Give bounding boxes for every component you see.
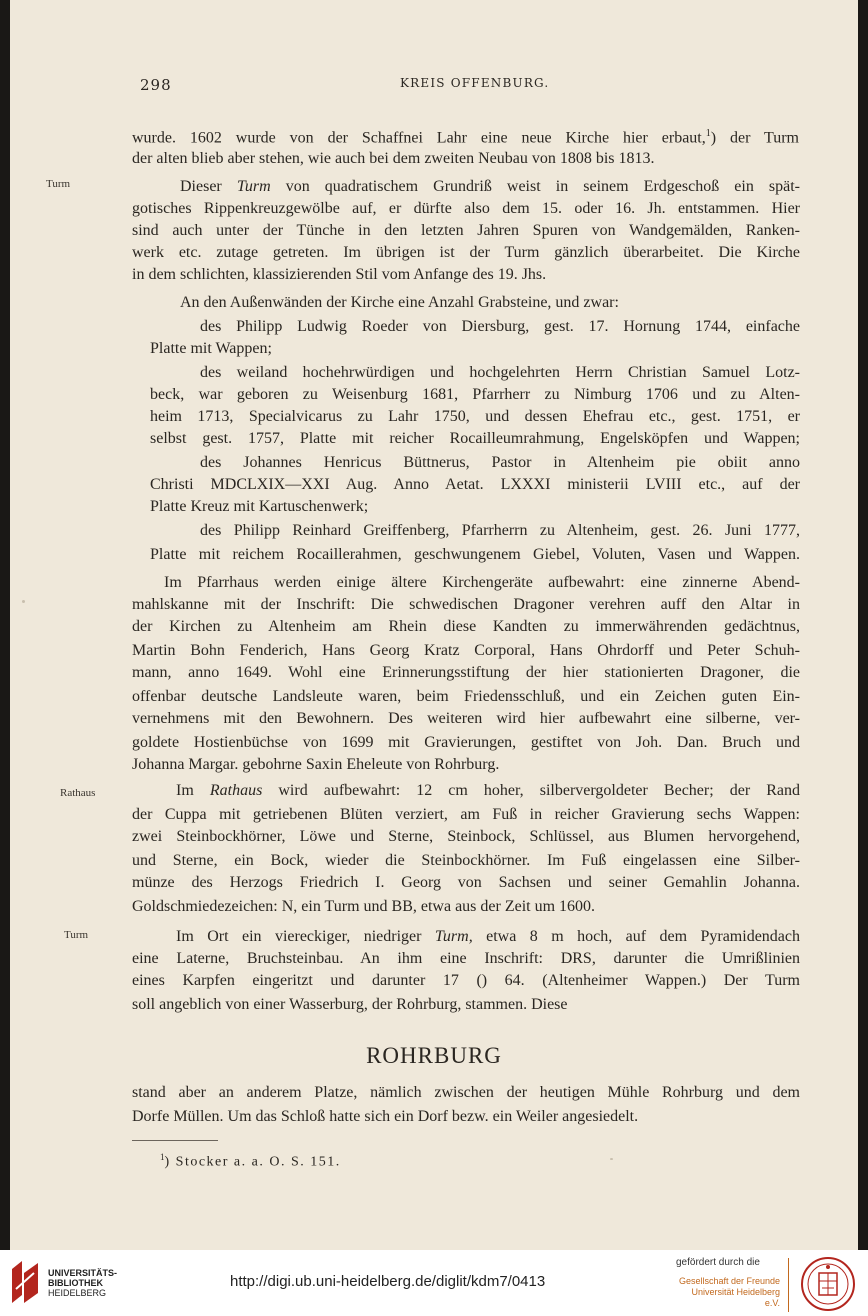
text-line: An den Außenwänden der Kirche eine Anzahl Grabsteine, und zwar:	[180, 294, 619, 311]
section-heading: ROHRBURG	[366, 1043, 502, 1068]
running-title: KREIS OFFENBURG.	[400, 76, 550, 90]
text-line: der Kirchen zu Altenheim am Rhein diese Kandten zu immerwährenden gedächtnus,	[132, 618, 800, 635]
text-segment: Im Ort ein viereckiger, niedriger	[176, 928, 435, 945]
university-library-logo-icon	[8, 1259, 42, 1305]
text-line	[176, 928, 800, 946]
sponsor-label: gefördert durch die	[676, 1257, 760, 1268]
text-line: heim 1713, Specialvicarus zu Lahr 1750, und dessen Ehefrau etc., gest. 1751, er	[150, 408, 800, 425]
text-line	[132, 128, 799, 147]
text-line: Platte Kreuz mit Kartuschenwerk;	[150, 498, 369, 515]
text-line: münze des Herzogs Friedrich I. Georg von Sachsen und seiner Gemahlin Johanna.	[132, 874, 800, 891]
text-segment: ) der Turm	[710, 129, 800, 147]
university-seal-icon	[800, 1256, 856, 1312]
page-number: 298	[140, 76, 172, 94]
text-line: und Sterne, ein Bock, wieder die Steinbockhörner. Im Fuß eingelassen eine Silber-	[132, 852, 800, 869]
text-line: zwei Steinbockhörner, Löwe und Sterne, Steinbock, Schlüssel, aus Blumen hervorgehend,	[132, 828, 800, 845]
sponsor-name-line-2: Universität Heidelberg e.V.	[691, 1287, 780, 1308]
text-line	[176, 782, 800, 800]
text-line: in dem schlichten, klassizierenden Stil vom Anfange des 19. Jhs.	[132, 266, 547, 283]
text-line: eines Karpfen eingeritzt und darunter 17 () 64. (Altenheimer Wappen.) Der Turm	[132, 972, 800, 989]
text-line: Dorfe Müllen. Um das Schloß hatte sich ein Dorf bezw. ein Weiler angesiedelt.	[132, 1108, 639, 1125]
text-line: des Philipp Ludwig Roeder von Diersburg, gest. 17. Hornung 1744, einfache	[200, 318, 800, 335]
text-segment: wurde. 1602 wurde von der Schaffnei Lahr eine neue Kirche hier erbaut,	[132, 129, 706, 147]
text-line: vernehmens mit den Bewohnern. Des weiteren wird hier aufbewahrt eine silberne, ver-	[132, 710, 800, 727]
text-segment: etwa 8 m hoch, auf dem Pyramidendach	[472, 928, 801, 945]
library-name-line-3: HEIDELBERG	[48, 1288, 107, 1298]
permalink-url[interactable]: http://digi.ub.uni-heidelberg.de/diglit/kdm7/0413	[230, 1273, 546, 1290]
footnote-marker: 1	[160, 1152, 165, 1162]
text-line: eine Laterne, Bruchsteinbau. An ihm eine Inschrift: DRS, darunter die Umrißlinien	[132, 950, 800, 967]
text-line: gotisches Rippenkreuzgewölbe auf, er dürfte also dem 15. oder 16. Jh. entstammen. Hier	[132, 200, 800, 217]
text-line: der alten blieb aber stehen, wie auch bei dem zweiten Neubau von 1808 bis 1813.	[132, 150, 655, 167]
text-segment: wird aufbewahrt: 12 cm hoher, silbervergoldeter Becher; der Rand	[262, 782, 800, 799]
text-line: sind auch unter der Tünche in den letzten Jahren Spuren von Wandgemälden, Ranken-	[132, 222, 800, 239]
text-segment: von quadratischem Grundriß weist in seinem Erdgeschoß ein spät-	[270, 178, 801, 195]
text-line: Platte mit Wappen;	[150, 340, 272, 357]
library-name-line-2: BIBLIOTHEK	[48, 1278, 103, 1288]
text-line: beck, war geboren zu Weisenburg 1681, Pfarrherr zu Nimburg 1706 und zu Alten-	[150, 386, 800, 403]
footnote-reference: 1	[705, 128, 711, 139]
text-line: mann, anno 1649. Wohl eine Erinnerungsstiftung der hier stationierten Dragoner, die	[132, 664, 800, 681]
footnote-text: ) Stocker a. a. O. S. 151.	[164, 1154, 341, 1170]
margin-note-rathaus: Rathaus	[60, 787, 96, 799]
footnote-rule	[132, 1140, 218, 1141]
text-line: offenbar deutsche Landsleute waren, beim Friedensschluß, und ein Zeichen guten Ein-	[132, 688, 800, 705]
text-segment: Dieser	[180, 178, 237, 195]
footnote	[160, 1152, 341, 1171]
text-line: Johanna Margar. gebohrne Saxin Eheleute von Rohrburg.	[132, 756, 500, 773]
margin-note-turm: Turm	[46, 178, 71, 190]
text-line: des Philipp Reinhard Greiffenberg, Pfarrherrn zu Altenheim, gest. 26. Juni 1777,	[200, 522, 800, 539]
italic-term: Rathaus	[209, 782, 263, 799]
text-line: mahlskanne mit der Inschrift: Die schwedischen Dragoner verehren auff den Altar in	[132, 596, 800, 613]
text-line: des weiland hochehrwürdigen und hochgelehrten Herrn Christian Samuel Lotz-	[200, 364, 800, 381]
text-line: stand aber an anderem Platze, nämlich zwischen der heutigen Mühle Rohrburg und dem	[132, 1084, 800, 1101]
text-line: Platte mit reichem Rocaillerahmen, geschwungenem Giebel, Voluten, Vasen und Wappen.	[150, 546, 800, 563]
library-name	[48, 1268, 117, 1298]
sponsor-name-line-1: Gesellschaft der Freunde	[678, 1276, 780, 1286]
italic-term: Turm,	[434, 928, 473, 945]
text-line: des Johannes Henricus Büttnerus, Pastor in Altenheim pie obiit anno	[200, 454, 800, 471]
text-line: Christi MDCLXIX—XXI Aug. Anno Aetat. LXXXI ministerii LVIII etc., auf der	[150, 476, 800, 493]
margin-note-turm-2: Turm	[64, 929, 89, 941]
italic-term: Turm	[236, 178, 271, 195]
text-line	[180, 178, 800, 196]
text-line: Im Pfarrhaus werden einige ältere Kirchengeräte aufbewahrt: eine zinnerne Abend-	[164, 574, 800, 591]
library-name-line-1: UNIVERSITÄTS-	[48, 1268, 118, 1278]
text-line: Martin Bohn Fenderich, Hans Georg Kratz Corporal, Hans Ohrdorff und Peter Schuh-	[132, 642, 800, 659]
sponsor-divider	[788, 1258, 789, 1312]
text-line: selbst gest. 1757, Platte mit reicher Rocailleumrahmung, Engelsköpfen und Wappen;	[150, 430, 800, 447]
text-segment: Im	[176, 782, 210, 799]
text-line: werk etc. zutage getreten. Im übrigen ist der Turm gänzlich überarbeitet. Die Kirche	[132, 244, 800, 261]
text-line: soll angeblich von einer Wasserburg, der Rohrburg, stammen. Diese	[132, 996, 568, 1013]
text-line: der Cuppa mit getriebenen Blüten verziert, am Fuß in reicher Gravierung sechs Wappen:	[132, 806, 800, 823]
text-line: goldete Hostienbüchse von 1699 mit Gravierungen, gestiftet von Joh. Dan. Bruch und	[132, 734, 800, 751]
text-line: Goldschmiedezeichen: N, ein Turm und BB, etwa aus der Zeit um 1600.	[132, 898, 596, 915]
sponsor-name	[676, 1276, 780, 1309]
